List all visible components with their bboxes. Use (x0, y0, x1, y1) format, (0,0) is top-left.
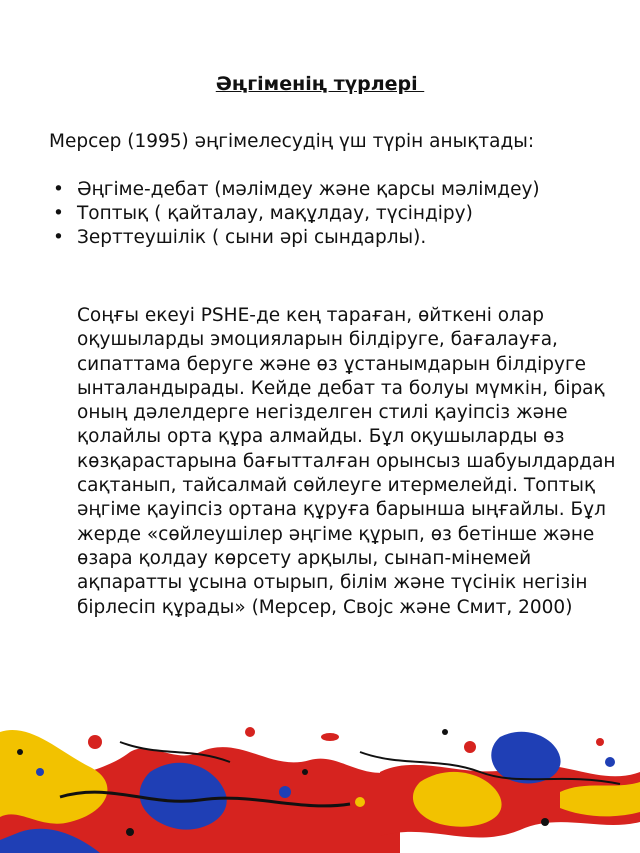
bullet-list (49, 178, 609, 250)
bullet-text: Зерттеушілік ( сыни әрі сындарлы). (77, 227, 427, 248)
body-paragraph: Соңғы екеуі PSHE-де кең тараған, өйткені олар оқушыларды эмоцияларын білдіруге, бағалауға, сипаттама беруге және өз ұстанымдарын білдіруге ынталандырады. Кейде дебат та болуы мүмкін, бірақ оның дәлелдерге негізделген стилі қауіпсіз және қолайлы орта құра алмайды. Бұл оқушыларды өз көзқарастарына бағытталған орынсыз шабуылдардан сақтанып, тайсалмай сөйлеуге итермелейді. Топтық әңгіме қауіпсіз ортана құруға барынша ыңғайлы. Бұл жерде «сөйлеушілер әңгіме құрып, өз бетінше және өзара қолдау көрсету арқылы, сынап-мінемей ақпаратты ұсына отырып, білім және түсінік негізін бірлесіп құрады» (Мерсер, Својс және Смит, 2000) (77, 305, 616, 618)
bullet-text: Топтық ( қайталау, мақұлдау, түсіндіру) (77, 203, 473, 224)
bullet-marker: • (53, 203, 64, 224)
intro-text: Мерсер (1995) әңгімелесудің үш түрін анықтады: (49, 131, 535, 152)
bullet-item (49, 178, 609, 202)
bullet-marker: • (53, 227, 64, 248)
bullet-marker: • (53, 179, 64, 200)
bullet-item (49, 202, 609, 226)
slide-title: Әңгіменің түрлері (215, 73, 425, 95)
paint-splash-decoration (0, 712, 640, 853)
bullet-item (49, 226, 609, 250)
bullet-text: Әңгіме-дебат (мәлімдеу және қарсы мәлімдеу) (77, 179, 540, 200)
